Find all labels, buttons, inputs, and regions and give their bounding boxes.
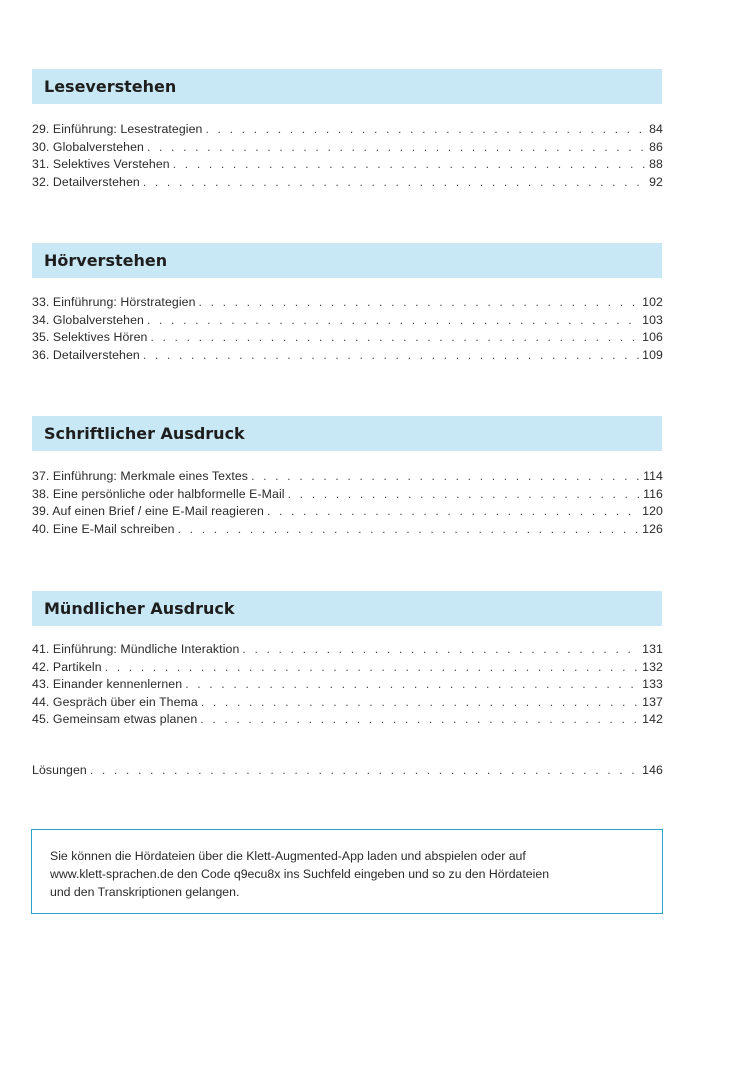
toc-label: 35. Selektives Hören [32, 330, 148, 344]
toc-label: 30. Globalverstehen [32, 139, 144, 154]
dot-leader [105, 659, 640, 677]
dot-leader [206, 121, 647, 139]
toc-item[interactable] [32, 121, 663, 139]
dot-leader [147, 139, 646, 157]
dot-leader [143, 174, 646, 192]
page-number: 133 [642, 677, 663, 691]
dot-leader [288, 486, 640, 504]
toc-list-leseverstehen [32, 121, 663, 191]
toc-label: 34. Globalverstehen [32, 312, 144, 327]
toc-item[interactable] [32, 156, 663, 174]
section-header-hoerverstehen [32, 243, 662, 278]
dot-leader [185, 676, 639, 694]
dot-leader [201, 694, 639, 712]
section-title: Schriftlicher Ausdruck [44, 424, 245, 443]
page-number: 84 [649, 122, 663, 136]
toc-label: 42. Partikeln [32, 659, 102, 674]
page-number: 103 [642, 312, 663, 327]
dot-leader [242, 641, 639, 659]
toc-item[interactable] [32, 294, 663, 312]
toc-label: 31. Selektives Verstehen [32, 157, 170, 171]
page-number: 120 [642, 504, 663, 518]
toc-label: 45. Gemeinsam etwas planen [32, 712, 198, 726]
audio-info-box [31, 829, 663, 914]
section-header-schriftlicher-ausdruck [32, 416, 662, 451]
toc-label: 32. Detailverstehen [32, 174, 140, 189]
toc-item[interactable] [32, 521, 663, 539]
page-number: 146 [642, 763, 663, 777]
section-header-leseverstehen [32, 69, 662, 104]
toc-list-solutions [32, 762, 663, 780]
page-number: 88 [649, 157, 663, 171]
dot-leader [178, 521, 640, 539]
page-number: 131 [642, 642, 663, 656]
toc-list-schriftlicher-ausdruck [32, 468, 663, 538]
toc-item[interactable] [32, 503, 663, 521]
page-number: 102 [642, 295, 663, 309]
toc-list-muendlicher-ausdruck [32, 641, 663, 729]
section-header-muendlicher-ausdruck [32, 591, 662, 626]
toc-label: 41. Einführung: Mündliche Interaktion [32, 642, 240, 656]
page-number: 132 [642, 659, 663, 674]
toc-item[interactable] [32, 694, 663, 712]
toc-label: 44. Gespräch über ein Thema [32, 694, 198, 709]
dot-leader [143, 347, 639, 365]
dot-leader [90, 762, 639, 780]
section-title: Mündlicher Ausdruck [44, 599, 235, 618]
page-number: 116 [643, 486, 663, 501]
info-text-line: und den Transkriptionen gelangen. [50, 885, 240, 899]
toc-label: 36. Detailverstehen [32, 347, 140, 362]
toc-item[interactable] [32, 641, 663, 659]
page-number: 126 [642, 521, 663, 536]
section-title: Hörverstehen [44, 251, 168, 270]
dot-leader [147, 312, 639, 330]
dot-leader [173, 156, 646, 174]
info-text-line: Sie können die Hördateien über die Klett-Augmented-App laden und abspielen oder auf [50, 849, 526, 863]
toc-item[interactable] [32, 347, 663, 365]
page-number: 92 [649, 174, 663, 189]
page-number: 86 [649, 139, 663, 154]
toc-label: 43. Einander kennenlernen [32, 677, 183, 691]
toc-item[interactable] [32, 468, 663, 486]
toc-item[interactable] [32, 486, 663, 504]
toc-label: 38. Eine persönliche oder halbformelle E-Mail [32, 486, 285, 501]
dot-leader [150, 329, 639, 347]
dot-leader [200, 711, 639, 729]
toc-item[interactable] [32, 676, 663, 694]
toc-label: 40. Eine E-Mail schreiben [32, 521, 175, 536]
page-number: 109 [642, 347, 663, 362]
toc-label: 33. Einführung: Hörstrategien [32, 295, 196, 309]
toc-label: 29. Einführung: Lesestrategien [32, 122, 203, 136]
info-text-line: www.klett-sprachen.de den Code q9ecu8x ins Suchfeld eingeben und so zu den Hördateien [50, 867, 550, 881]
dot-leader [199, 294, 640, 312]
toc-item[interactable] [32, 174, 663, 192]
toc-item[interactable] [32, 659, 663, 677]
page-number: 106 [642, 330, 663, 344]
toc-label: 37. Einführung: Merkmale eines Textes [32, 469, 249, 483]
toc-item[interactable] [32, 329, 663, 347]
page-number: 142 [642, 712, 663, 726]
toc-label: Lösungen [32, 763, 87, 777]
toc-item[interactable] [32, 711, 663, 729]
section-title: Leseverstehen [44, 77, 177, 96]
toc-item[interactable] [32, 139, 663, 157]
toc-list-hoerverstehen [32, 294, 663, 364]
dot-leader [267, 503, 639, 521]
toc-label: 39. Auf einen Brief / eine E-Mail reagieren [32, 504, 264, 518]
toc-item-solutions[interactable] [32, 762, 663, 780]
page-number: 137 [642, 694, 663, 709]
toc-item[interactable] [32, 312, 663, 330]
dot-leader [251, 468, 640, 486]
page-number: 114 [643, 469, 663, 483]
